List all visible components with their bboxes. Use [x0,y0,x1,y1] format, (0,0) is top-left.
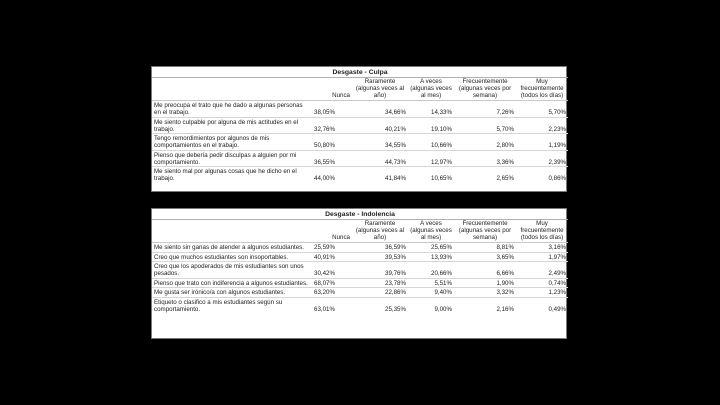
column-header: Frecuentemente (algunas veces por semana) [454,78,516,101]
cell-value: 2,80% [454,134,516,151]
cell-value: 40,91% [312,252,352,262]
cell-value: 23,78% [352,278,408,288]
cell-value: 30,42% [312,262,352,279]
header-row [152,78,568,101]
cell-value: 3,36% [454,150,516,167]
table-row [152,252,568,262]
table-row [152,134,568,151]
indolencia-table [152,209,568,313]
cell-value: 36,55% [312,150,352,167]
column-header: Raramente (algunas veces al año) [352,220,408,243]
row-label: Creo que muchos estudiantes son insoportables. [152,252,312,262]
row-label: Tengo remordimientos por algunos de mis comportamientos en el trabajo. [152,134,312,151]
cell-value: 3,65% [454,252,516,262]
table-row [152,297,568,313]
cell-value: 38,05% [312,101,352,118]
cell-value: 63,20% [312,288,352,298]
row-label: Pienso que trato con indiferencia a algunos estudiantes. [152,278,312,288]
cell-value: 10,66% [408,134,454,151]
cell-value: 2,49% [516,262,568,279]
column-header: Frecuentemente (algunas veces por semana) [454,220,516,243]
cell-value: 1,23% [516,288,568,298]
column-header: Nunca [312,78,352,101]
cell-value: 3,32% [454,288,516,298]
row-label: Me gusta ser irónico/a con algunos estudiantes. [152,288,312,298]
row-label: Etiqueto o clasifico a mis estudiantes según su comportamiento. [154,298,283,313]
table-row [152,167,568,183]
column-header: Nunca [312,220,352,243]
culpa-table [152,67,568,183]
row-label: Me siento mal por algunas cosas que he dicho en el trabajo. [154,168,297,182]
cell-value: 1,90% [454,278,516,288]
cell-value: 5,51% [408,278,454,288]
cell-value: 20,66% [408,262,454,279]
cell-value: 50,80% [312,134,352,151]
row-label: Me siento culpable por alguna de mis actitudes en el trabajo. [152,117,312,134]
cell-value: 2,16% [496,305,514,313]
cell-value: 10,65% [431,175,452,182]
table-row [152,262,568,279]
column-header: A veces (algunas veces al mes) [408,78,454,101]
cell-value: 2,65% [496,175,514,182]
row-label: Me preocupa el trato que he dado a algunas personas en el trabajo. [152,101,312,118]
column-header: A veces (algunas veces al mes) [408,220,454,243]
cell-value: 68,07% [312,278,352,288]
table-row [152,101,568,118]
cell-value: 44,73% [352,150,408,167]
cell-value: 25,59% [312,243,352,253]
cell-value: 3,16% [516,243,568,253]
column-header: Raramente (algunas veces al año) [352,78,408,101]
cell-value: 34,66% [352,101,408,118]
cell-value: 5,70% [454,117,516,134]
indolencia-table-panel [151,208,567,339]
cell-value: 32,76% [312,117,352,134]
cell-value: 63,01% [314,305,335,313]
cell-value: 0,74% [516,278,568,288]
cell-value: 7,26% [454,101,516,118]
cell-value: 2,23% [516,117,568,134]
table-title: Desgaste - Culpa [152,67,568,78]
cell-value: 34,55% [352,134,408,151]
cell-value: 1,97% [516,252,568,262]
cell-value: 1,19% [516,134,568,151]
culpa-table-panel [151,66,567,192]
table-row [152,117,568,134]
table-row [152,150,568,167]
cell-value: 9,40% [408,288,454,298]
cell-value: 39,76% [352,262,408,279]
row-label: Me siento sin ganas de atender a algunos estudiantes. [152,243,312,253]
column-header: Muy frecuentemente (todos los días) [516,220,568,243]
row-label: Pienso que debería pedir disculpas a alguien por mi comportamiento. [152,150,312,167]
cell-value: 0,49% [548,305,567,313]
cell-value: 40,21% [352,117,408,134]
cell-value: 13,93% [408,252,454,262]
cell-value: 0,86% [548,175,567,182]
cell-value: 14,33% [408,101,454,118]
cell-value: 5,70% [516,101,568,118]
cell-value: 12,97% [408,150,454,167]
cell-value: 22,86% [352,288,408,298]
cell-value: 6,66% [454,262,516,279]
cell-value: 8,81% [454,243,516,253]
table-row [152,288,568,298]
cell-value: 25,35% [385,305,406,313]
header-row [152,220,568,243]
cell-value: 2,39% [516,150,568,167]
row-label: Creo que los apoderados de mis estudiantes son unos pesados. [152,262,312,279]
column-header: Muy frecuentemente (todos los días) [516,78,568,101]
table-title: Desgaste - Indolencia [152,209,568,220]
cell-value: 19,10% [408,117,454,134]
table-row [152,243,568,253]
cell-value: 39,53% [352,252,408,262]
cell-value: 25,65% [408,243,454,253]
cell-value: 9,00% [434,305,452,313]
cell-value: 41,84% [385,175,406,182]
cell-value: 44,00% [314,175,335,182]
cell-value: 36,59% [352,243,408,253]
table-row [152,278,568,288]
